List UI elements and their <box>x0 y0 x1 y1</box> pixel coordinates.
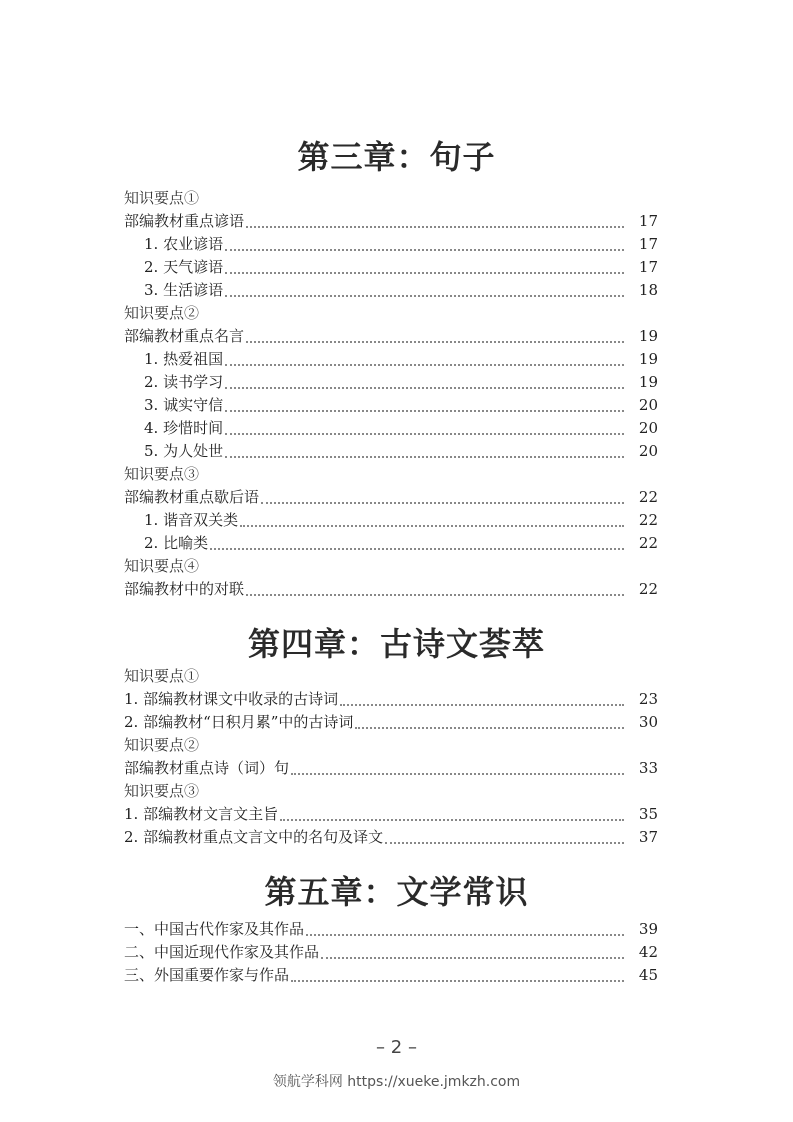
dot-leader <box>225 271 624 274</box>
dot-leader <box>225 432 624 435</box>
toc-entry-page: 19 <box>638 327 658 345</box>
toc-entry-page: 23 <box>638 690 658 708</box>
dot-leader <box>385 841 624 844</box>
toc-list <box>124 918 658 987</box>
toc-entry-page: 33 <box>638 759 658 777</box>
toc-entry-page: 22 <box>638 580 658 598</box>
section-heading: 知识要点④ <box>124 557 200 575</box>
toc-entry-page: 22 <box>638 488 658 506</box>
toc-entry-label: 3. 生活谚语 <box>144 281 224 299</box>
dot-leader <box>246 340 624 343</box>
dot-leader <box>291 772 624 775</box>
toc-entry-page: 17 <box>638 235 658 253</box>
toc-entry-label: 2. 读书学习 <box>144 373 224 391</box>
toc-entry-page: 42 <box>638 943 658 961</box>
toc-entry-page: 37 <box>638 828 658 846</box>
toc-entry[interactable] <box>124 279 658 302</box>
page-number: – 2 – <box>376 1037 417 1058</box>
toc-entry-page: 20 <box>638 442 658 460</box>
toc-list <box>124 187 658 601</box>
toc-entry-page: 19 <box>638 373 658 391</box>
toc-entry[interactable] <box>124 918 658 941</box>
toc-entry[interactable] <box>124 256 658 279</box>
toc-entry-page: 35 <box>638 805 658 823</box>
toc-entry-label: 部编教材重点谚语 <box>124 212 245 230</box>
toc-entry-label: 1. 农业谚语 <box>144 235 224 253</box>
toc-entry-label: 1. 部编教材课文中收录的古诗词 <box>124 690 339 708</box>
toc-entry-page: 17 <box>638 212 658 230</box>
toc-entry[interactable] <box>124 964 658 987</box>
dot-leader <box>225 455 624 458</box>
dot-leader <box>280 818 624 821</box>
dot-leader <box>225 386 624 389</box>
dot-leader <box>246 225 624 228</box>
toc-entry-label: 部编教材中的对联 <box>124 580 245 598</box>
toc-entry[interactable] <box>124 688 658 711</box>
toc-entry[interactable] <box>124 941 658 964</box>
toc-entry[interactable] <box>124 578 658 601</box>
toc-entry-label: 1. 部编教材文言文主旨 <box>124 805 279 823</box>
toc-entry-label: 一、中国古代作家及其作品 <box>124 920 305 938</box>
section-heading: 知识要点① <box>124 667 200 685</box>
toc-entry[interactable] <box>124 440 658 463</box>
toc-entry-page: 19 <box>638 350 658 368</box>
toc-entry-label: 2. 天气谚语 <box>144 258 224 276</box>
dot-leader <box>306 933 624 936</box>
dot-leader <box>261 501 624 504</box>
dot-leader <box>225 363 624 366</box>
dot-leader <box>225 248 624 251</box>
chapter-title: 第三章：句子 <box>297 138 496 176</box>
toc-list <box>124 665 658 849</box>
toc-entry[interactable] <box>124 486 658 509</box>
toc-entry-label: 二、中国近现代作家及其作品 <box>124 943 320 961</box>
footer-source: 领航学科网 https://xueke.jmkzh.com <box>272 1074 521 1090</box>
toc-entry-label: 三、外国重要作家与作品 <box>124 966 290 984</box>
toc-entry-label: 5. 为人处世 <box>144 442 224 460</box>
toc-entry-label: 部编教材重点歇后语 <box>124 488 260 506</box>
toc-entry[interactable] <box>124 803 658 826</box>
toc-entry-page: 22 <box>638 511 658 529</box>
toc-entry[interactable] <box>124 325 658 348</box>
toc-entry[interactable] <box>124 371 658 394</box>
toc-entry-label: 2. 部编教材重点文言文中的名句及译文 <box>124 828 384 846</box>
toc-entry-label: 3. 诚实守信 <box>144 396 224 414</box>
toc-entry[interactable] <box>124 757 658 780</box>
toc-entry-label: 部编教材重点名言 <box>124 327 245 345</box>
toc-entry-label: 4. 珍惜时间 <box>144 419 224 437</box>
chapter-title: 第五章：文学常识 <box>264 873 529 911</box>
toc-entry[interactable] <box>124 509 658 532</box>
toc-entry-page: 39 <box>638 920 658 938</box>
toc-entry[interactable] <box>124 532 658 555</box>
toc-entry-label: 1. 热爱祖国 <box>144 350 224 368</box>
toc-entry-label: 部编教材重点诗（词）句 <box>124 759 290 777</box>
toc-entry-label: 1. 谐音双关类 <box>144 511 239 529</box>
toc-entry[interactable] <box>124 233 658 256</box>
dot-leader <box>225 294 624 297</box>
toc-entry[interactable] <box>124 417 658 440</box>
toc-entry[interactable] <box>124 826 658 849</box>
toc-entry-label: 2. 部编教材“日积月累”中的古诗词 <box>124 713 354 731</box>
dot-leader <box>355 726 624 729</box>
toc-entry[interactable] <box>124 348 658 371</box>
dot-leader <box>246 593 624 596</box>
dot-leader <box>225 409 624 412</box>
toc-entry[interactable] <box>124 210 658 233</box>
section-heading: 知识要点③ <box>124 465 200 483</box>
dot-leader <box>240 524 624 527</box>
section-heading: 知识要点② <box>124 736 200 754</box>
dot-leader <box>210 547 624 550</box>
toc-entry-label: 2. 比喻类 <box>144 534 209 552</box>
dot-leader <box>340 703 624 706</box>
toc-entry[interactable] <box>124 711 658 734</box>
toc-entry-page: 45 <box>638 966 658 984</box>
section-heading: 知识要点③ <box>124 782 200 800</box>
toc-entry-page: 20 <box>638 396 658 414</box>
dot-leader <box>321 956 624 959</box>
toc-entry-page: 30 <box>638 713 658 731</box>
section-heading: 知识要点② <box>124 304 200 322</box>
toc-entry[interactable] <box>124 394 658 417</box>
toc-entry-page: 18 <box>638 281 658 299</box>
dot-leader <box>291 979 624 982</box>
section-heading: 知识要点① <box>124 189 200 207</box>
toc-entry-page: 22 <box>638 534 658 552</box>
chapter-title: 第四章：古诗文荟萃 <box>247 625 545 663</box>
toc-entry-page: 17 <box>638 258 658 276</box>
toc-entry-page: 20 <box>638 419 658 437</box>
